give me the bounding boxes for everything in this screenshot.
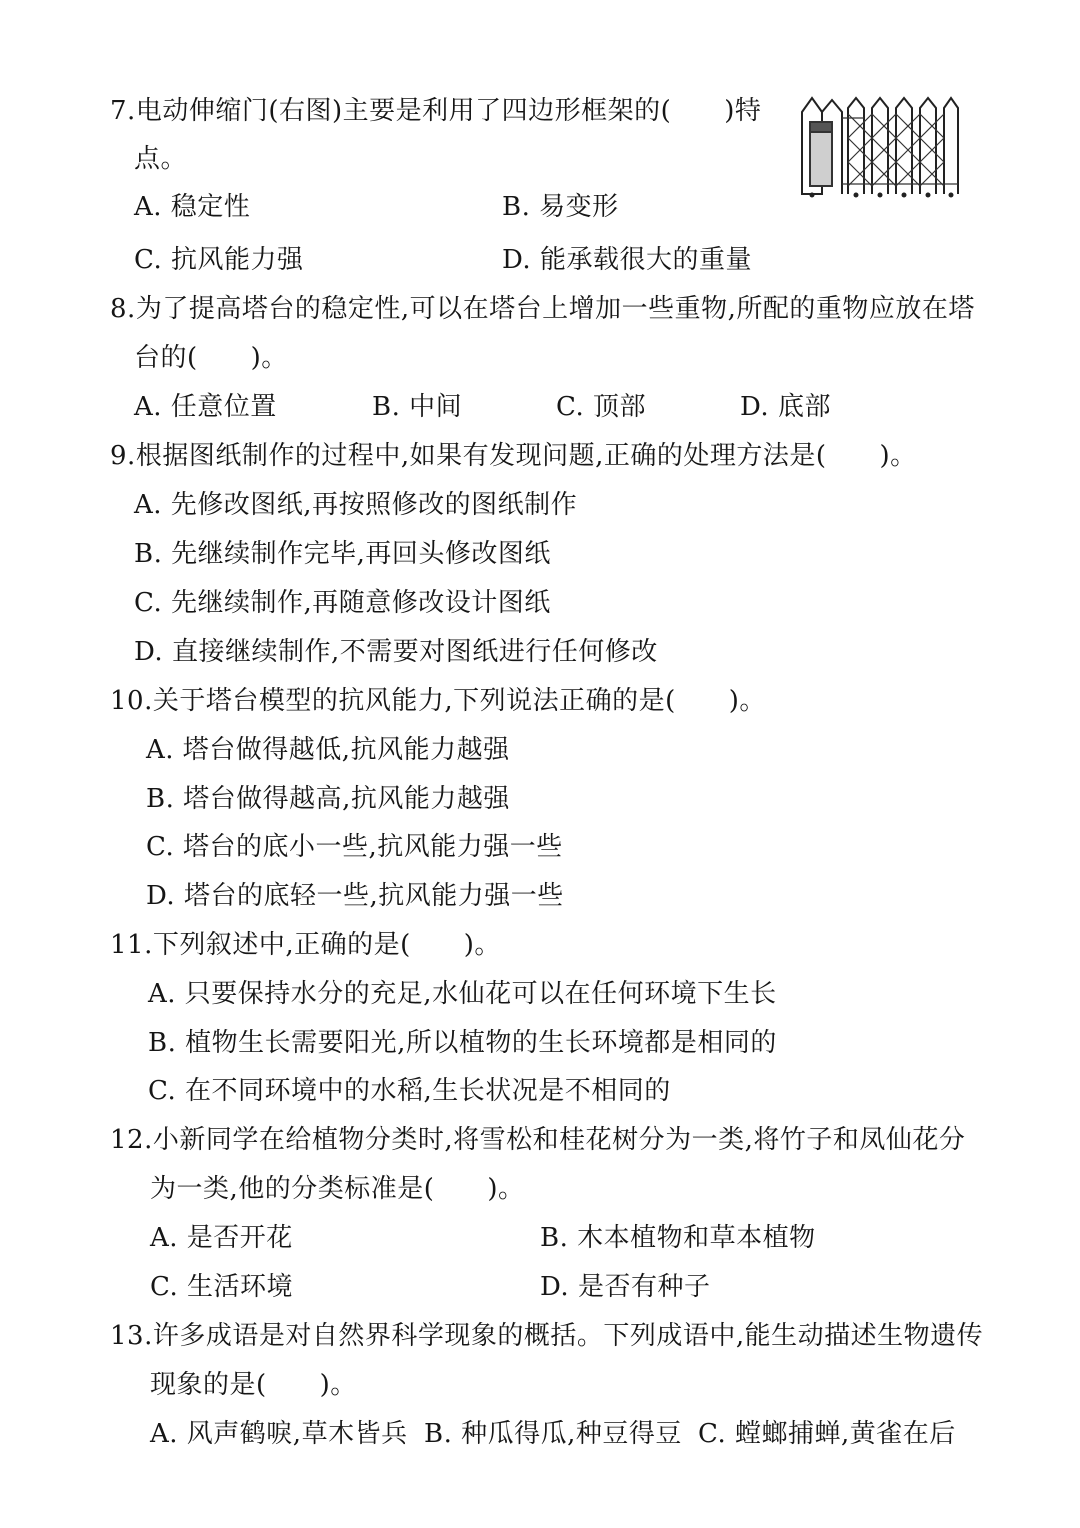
option-c: C. 在不同环境中的水稻,生长状况是不相同的 [148,1076,671,1106]
option-b: B. 种瓜得瓜,种豆得豆 [424,1419,682,1449]
question-number: 12. [110,1125,153,1155]
option-b: B. 中间 [372,392,463,422]
option-d: D. 是否有种子 [540,1272,711,1302]
option-a: A. 只要保持水分的充足,水仙花可以在任何环境下生长 [148,979,777,1009]
question-12-line-1: 12.小新同学在给植物分类时,将雪松和桂花树分为一类,将竹子和凤仙花分 [110,1125,966,1155]
question-8-line-1: 8.为了提高塔台的稳定性,可以在塔台上增加一些重物,所配的重物应放在塔 [110,294,975,324]
question-number: 13. [110,1321,153,1351]
question-number: 8. [110,294,136,324]
option-c: C. 先继续制作,再随意修改设计图纸 [134,588,551,618]
option-b: B. 木本植物和草本植物 [540,1223,816,1253]
retractable-gate-icon [796,94,962,198]
option-a: A. 任意位置 [134,392,277,422]
question-number: 9. [110,441,136,471]
option-c: C. 顶部 [556,392,646,422]
question-9-line-1: 9.根据图纸制作的过程中,如果有发现问题,正确的处理方法是( )。 [110,441,917,471]
question-10-line-1: 10.关于塔台模型的抗风能力,下列说法正确的是( )。 [110,686,766,716]
option-a: A. 是否开花 [150,1223,293,1253]
option-d: D. 直接继续制作,不需要对图纸进行任何修改 [134,637,658,667]
question-11-line-1: 11.下列叙述中,正确的是( )。 [110,930,501,960]
option-a: A. 先修改图纸,再按照修改的图纸制作 [134,490,578,520]
option-b: B. 塔台做得越高,抗风能力越强 [146,784,510,814]
option-d: D. 能承载很大的重量 [502,245,752,275]
question-number: 11. [110,930,153,960]
question-number: 10. [110,686,153,716]
option-b: B. 植物生长需要阳光,所以植物的生长环境都是相同的 [148,1028,777,1058]
option-a: A. 塔台做得越低,抗风能力越强 [146,735,510,765]
option-b: B. 先继续制作完毕,再回头修改图纸 [134,539,551,569]
option-c: C. 抗风能力强 [134,245,304,275]
option-c: C. 塔台的底小一些,抗风能力强一些 [146,832,563,862]
question-12-line-2: 为一类,他的分类标准是( )。 [150,1174,525,1204]
question-7-line-1: 7.电动伸缩门(右图)主要是利用了四边形框架的( )特 [110,96,762,126]
option-a: A. 稳定性 [134,192,251,222]
question-8-line-2: 台的( )。 [134,343,288,373]
option-c: C. 螳螂捕蝉,黄雀在后 [698,1419,956,1449]
question-7-line-2: 点。 [134,144,188,174]
question-number: 7. [110,96,136,126]
option-a: A. 风声鹤唳,草木皆兵 [150,1419,408,1449]
option-d: D. 底部 [740,392,831,422]
option-d: D. 塔台的底轻一些,抗风能力强一些 [146,881,564,911]
question-13-line-1: 13.许多成语是对自然界科学现象的概括。下列成语中,能生动描述生物遗传 [110,1321,984,1351]
question-13-line-2: 现象的是( )。 [150,1370,357,1400]
option-c: C. 生活环境 [150,1272,293,1302]
option-b: B. 易变形 [502,192,619,222]
